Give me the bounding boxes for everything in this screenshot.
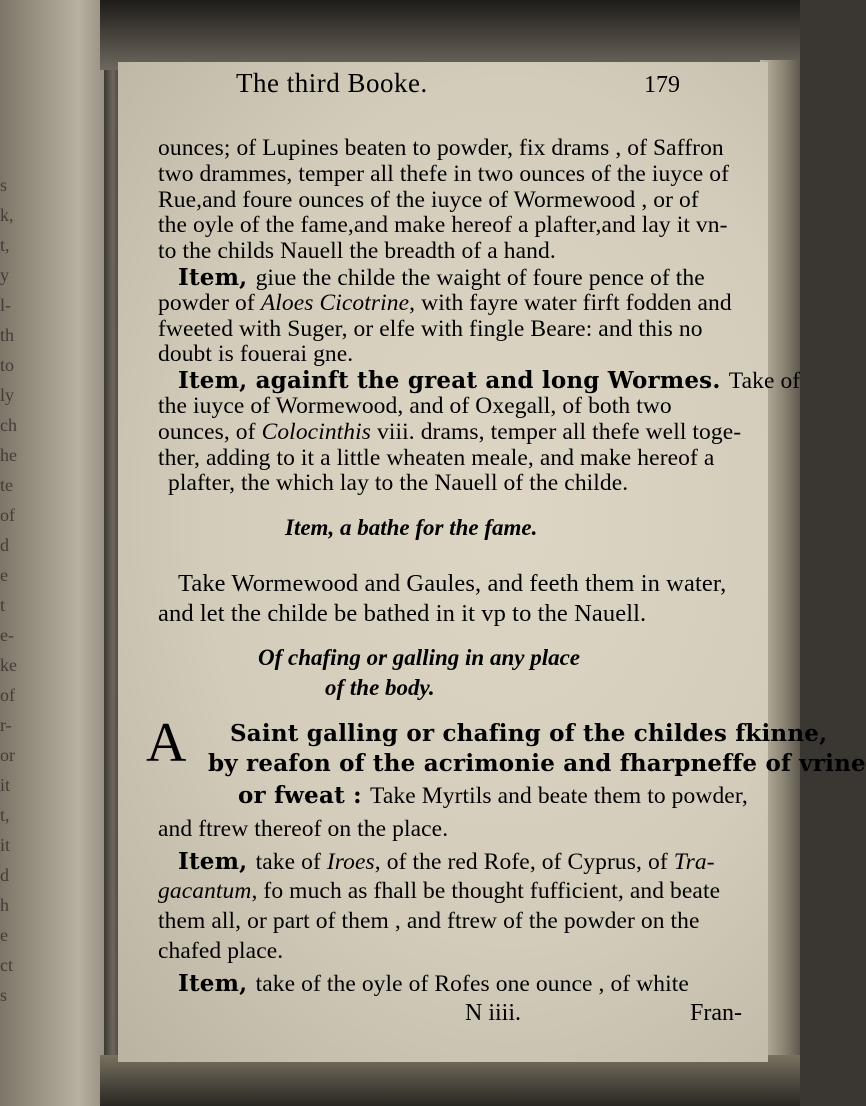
- margin-fragment: of: [0, 505, 15, 525]
- roman-text: two drammes, temper all thefe in two ounces of the iuyce of: [158, 160, 730, 187]
- margin-fragment: d: [0, 865, 9, 885]
- margin-fragment: e: [0, 925, 8, 945]
- blackletter-text: Item,: [178, 848, 256, 876]
- text-line: [178, 264, 705, 292]
- margin-fragment: r-: [0, 715, 12, 735]
- italic-text: Tra-: [673, 849, 715, 876]
- margin-fragment: t: [0, 595, 6, 615]
- section-heading-chafing: Of chafing or galling in any place: [258, 645, 581, 671]
- previous-page-margin-text: [0, 170, 18, 1005]
- text-line: [238, 782, 748, 810]
- italic-text: gacantum: [158, 878, 252, 905]
- roman-text: ounces, of: [158, 418, 262, 445]
- roman-text: the oyle of the fame,and make hereof a plafter,and lay it vn-: [158, 212, 728, 239]
- roman-text: fweeted with Suger, or elfe with fingle Beare: and this no: [158, 315, 703, 342]
- text-line: [178, 570, 726, 598]
- text-line: [158, 212, 728, 239]
- running-head: The third Booke.: [236, 68, 428, 98]
- text-line: [158, 135, 724, 162]
- roman-text: take of the oyle of Rofes one ounce , of white: [255, 971, 689, 998]
- roman-text: chafed place.: [158, 938, 284, 965]
- drop-cap: A: [146, 712, 187, 775]
- roman-text: , with fayre water firft fodden and: [409, 289, 732, 316]
- roman-text: , fo much as fhall be thought fufficient, and beate: [251, 878, 721, 905]
- margin-fragment: s: [0, 985, 8, 1005]
- margin-fragment: it: [0, 775, 11, 795]
- roman-text: ounces; of Lupines beaten to powder, fix drams , of Saffron: [158, 135, 724, 161]
- margin-fragment: s: [0, 175, 8, 195]
- margin-fragment: to: [0, 355, 15, 375]
- roman-text: and ftrew thereof on the place.: [158, 816, 449, 843]
- italic-text: Colocinthis: [261, 418, 372, 445]
- text-line: [158, 238, 556, 265]
- margin-fragment: k,: [0, 205, 14, 225]
- roman-text: Rue,and foure ounces of the iuyce of Wormewood , or of: [158, 186, 699, 213]
- text-line: [158, 161, 729, 188]
- margin-fragment: th: [0, 325, 15, 345]
- margin-fragment: ly: [0, 385, 15, 405]
- margin-fragment: or: [0, 745, 15, 765]
- text-line: [158, 600, 646, 628]
- text-line: [178, 367, 800, 395]
- roman-text: plafter, the which lay to the Nauell of the childe.: [168, 470, 629, 497]
- section-subhead-bathe: Item, a bathe for the fame.: [285, 515, 538, 541]
- roman-text: them all, or part of them , and ftrew of the powder on the: [158, 908, 700, 935]
- roman-text: Take Wormewood and Gaules, and feeth them in water,: [178, 570, 727, 598]
- catchword: Fran-: [690, 1000, 742, 1027]
- margin-fragment: t,: [0, 235, 10, 255]
- margin-fragment: d: [0, 535, 9, 555]
- roman-text: , of the red Rofe, of Cyprus, of: [374, 849, 674, 876]
- signature-mark: N iiii.: [465, 1000, 522, 1027]
- italic-text: Aloes Cicotrine: [260, 289, 410, 316]
- roman-text: Take Myrtils and beate them to powder,: [370, 783, 748, 810]
- roman-text: ther, adding to it a little wheaten meale, and make hereof a: [158, 444, 715, 471]
- text-line: [158, 393, 672, 420]
- text-line: [158, 816, 448, 843]
- text-line: [158, 341, 353, 368]
- blackletter-text: by reafon of the acrimonie and fharpneffe of vrine: [208, 750, 866, 778]
- margin-fragment: e: [0, 565, 8, 585]
- roman-text: giue the childe the waight of foure pence of the: [255, 265, 705, 291]
- italic-text: Iroes: [326, 849, 375, 876]
- text-line: [158, 187, 699, 214]
- margin-fragment: e-: [0, 625, 14, 645]
- margin-fragment: of: [0, 685, 15, 705]
- roman-text: take of: [255, 849, 327, 876]
- text-line: [158, 316, 703, 343]
- text-line: [178, 848, 715, 876]
- blackletter-text: Item,: [178, 264, 256, 291]
- page-number: 179: [644, 72, 680, 98]
- margin-fragment: te: [0, 475, 13, 495]
- text-line: [158, 419, 741, 446]
- text-line: [158, 290, 732, 317]
- margin-fragment: it: [0, 835, 11, 855]
- roman-text: the iuyce of Wormewood, and of Oxegall, of both two: [158, 393, 672, 419]
- blackletter-text: Item, againft the great and long Wormes.: [178, 367, 729, 395]
- margin-fragment: ke: [0, 655, 17, 675]
- roman-text: Take of: [728, 368, 801, 395]
- page-top-edge: [100, 0, 800, 70]
- margin-fragment: ch: [0, 415, 17, 435]
- text-line: [178, 970, 689, 998]
- text-line: [158, 908, 700, 935]
- page-header: [120, 68, 680, 108]
- margin-fragment: h: [0, 895, 9, 915]
- roman-text: powder of: [158, 289, 261, 316]
- section-heading-body: of the body.: [325, 675, 435, 701]
- roman-text: and let the childe be bathed in it vp to the Nauell.: [158, 600, 647, 628]
- margin-fragment: l-: [0, 295, 11, 315]
- roman-text: to the childs Nauell the breadth of a hand.: [158, 238, 556, 265]
- text-line: [158, 938, 283, 965]
- margin-fragment: ct: [0, 955, 13, 975]
- blackletter-text: Saint galling or chafing of the childes fkinne,: [230, 720, 828, 748]
- text-line: [208, 750, 866, 778]
- text-line: [168, 470, 628, 497]
- margin-fragment: y: [0, 265, 9, 285]
- text-line: [230, 720, 827, 748]
- blackletter-text: or fweat :: [238, 782, 371, 810]
- margin-fragment: t,: [0, 805, 10, 825]
- text-line: [158, 445, 714, 472]
- blackletter-text: Item,: [178, 970, 256, 998]
- text-line: [158, 878, 720, 905]
- page-bottom-edge: [100, 1055, 800, 1106]
- margin-fragment: he: [0, 445, 17, 465]
- roman-text: viii. drams, temper all thefe well toge-: [371, 418, 742, 445]
- roman-text: doubt is fouerai gne.: [158, 341, 354, 368]
